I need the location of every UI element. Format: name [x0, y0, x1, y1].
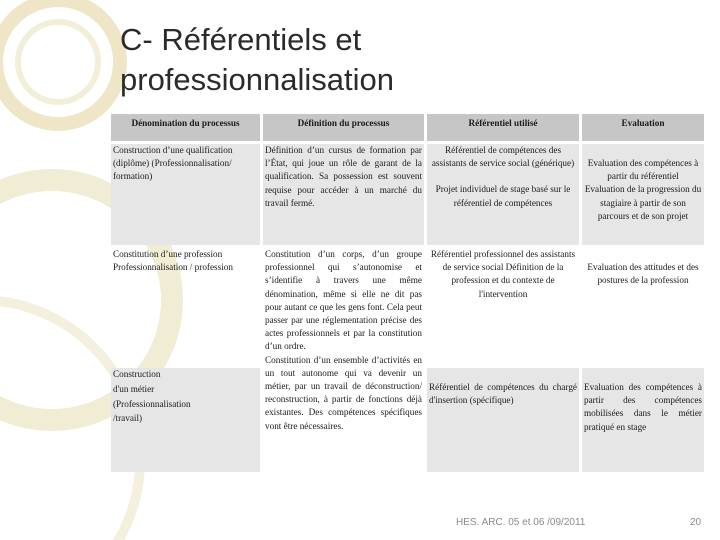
row3-denomination-line2: d'un métier [113, 384, 155, 395]
row1-referentiel-project: Projet individuel de stage basé sur le référentiel de compétences [435, 184, 571, 208]
row2-denomination-title: Constitution d’une profession [113, 249, 223, 259]
footer-text: HES. ARC. 05 et 06 /09/2011 [456, 517, 586, 528]
row1-evaluation-competences: Evaluation des compétences à partir du référentiel [587, 158, 699, 182]
title-line-1: C- Référentiels et [120, 22, 362, 57]
header-referentiel: Référentiel utilisé [427, 114, 579, 141]
title-line-2: professionnalisation [120, 62, 395, 97]
row2-evaluation [582, 248, 704, 365]
row3-denomination-line3: (Professionnalisation [113, 399, 191, 410]
row2-evaluation-text: Evaluation des attitudes et des postures de la profession [587, 262, 699, 286]
row2-definition: Constitution d’un corps, d’un groupe professionnel qui s’autonomise et s’identifie à travers une même dénomination, même si elle ne dit pas pour autant ce que les gens font. Cela peut passer par une réglementation précise des actes professionnels et par la constitution d’un ordre. [265, 249, 422, 352]
row2-denomination [111, 248, 260, 365]
row1-referentiel-generic: Référentiel de compétences des assistants de service social (générique) [431, 145, 575, 169]
header-evaluation: Evaluation [582, 114, 704, 141]
row1-evaluation-progression: Evaluation de la progression du stagiaire à partir de son parcours et de son projet [584, 184, 702, 221]
comparison-table [111, 114, 704, 472]
row3-referentiel-text: Référentiel de compétences du chargé d'insertion (spécifique) [429, 382, 577, 406]
header-denomination: Dénomination du processus [111, 114, 260, 141]
row1-definition: Définition d’un cursus de formation par l’État, qui joue un rôle de garant de la qualification. Sa possession est souvent requise pour accéder à un marché du travail fermé. [263, 144, 424, 245]
row3-evaluation-text: Evaluation des compétences à partir des compétences mobilisées dans le métier pratiqué en stage [584, 382, 702, 432]
decor-inner-ring [18, 22, 98, 102]
row3-denomination-line1: Construction [113, 369, 161, 379]
row2-denomination-sub: Professionnalisation / profession [113, 262, 233, 273]
row3-denomination-line4: /travail) [113, 412, 143, 423]
header-definition: Définition du processus [263, 114, 424, 141]
row3-denomination [111, 368, 260, 472]
slide-title [120, 20, 680, 100]
decor-ring [0, 0, 120, 124]
row3-evaluation [582, 368, 704, 472]
page-number: 20 [690, 517, 702, 528]
row3-referentiel [427, 368, 579, 472]
row1-evaluation [582, 144, 704, 245]
row3-definition: Constitution d’un ensemble d’activités en un tout autonome qui va devenir un métier, par un travail de déconstruction/ reconstruction, à partir de fonctions déjà existantes. Des compétences spécifiques vont être nécessaires. [265, 354, 422, 431]
row1-referentiel [427, 144, 579, 245]
row1-denomination: Construction d’une qualification (diplôme) (Professionnalisation/ formation) [111, 144, 260, 245]
row2-referentiel: Référentiel professionnel des assistants de service social Définition de la profession et du contexte de l'intervention [430, 249, 576, 299]
merged-definition [263, 248, 424, 472]
